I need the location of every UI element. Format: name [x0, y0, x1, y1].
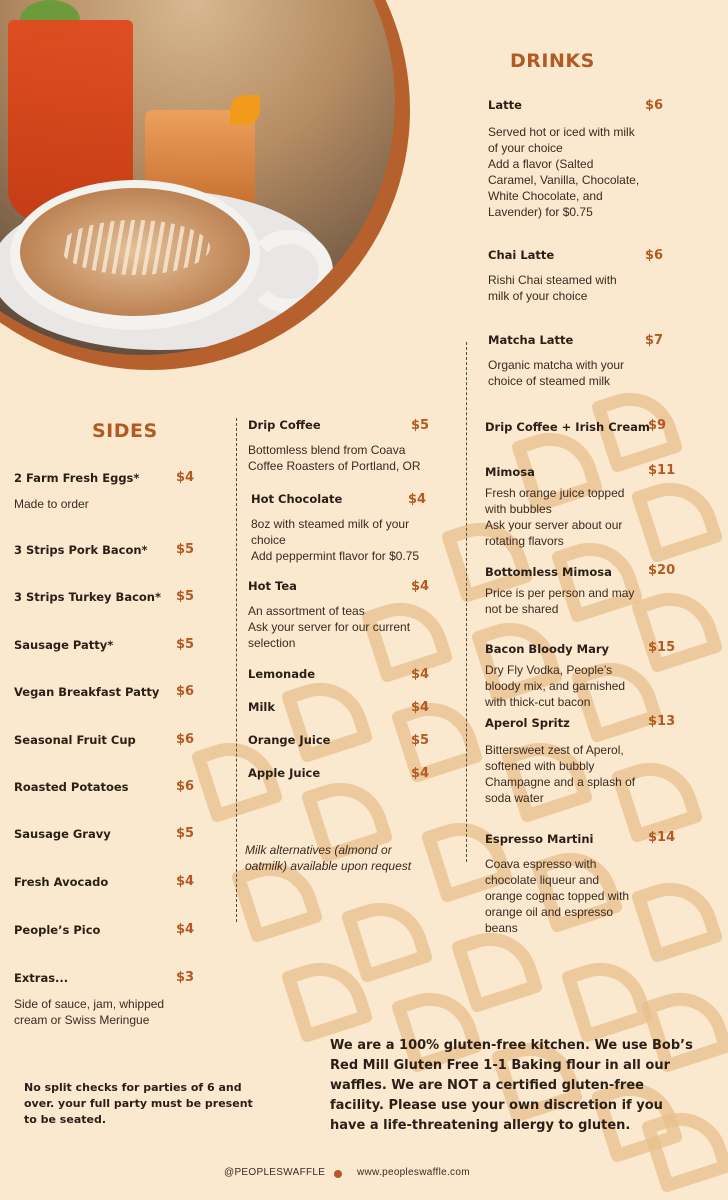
item-price: $4: [176, 470, 195, 485]
menu-item: [14, 636, 214, 656]
item-price: $15: [648, 640, 676, 655]
drinks-title: DRINKS: [510, 50, 595, 72]
item-description: An assortment of teas Ask your server for our current selection: [248, 604, 411, 650]
item-description: Dry Fly Vodka, People’s bloody mix, and garnished with thick-cut bacon: [485, 663, 626, 709]
drinks-list-chai: [488, 246, 668, 304]
menu-item: [14, 588, 214, 608]
menu-item: [485, 716, 675, 736]
menu-item: [14, 825, 214, 845]
item-name: Bacon Bloody Mary: [485, 642, 610, 656]
menu-item: [248, 579, 458, 599]
item-name: Hot Tea: [248, 579, 297, 593]
menu-item: [14, 541, 214, 561]
drinks-list-middle: [248, 418, 458, 786]
item-price: $6: [176, 732, 195, 747]
menu-item: [14, 969, 224, 1028]
item-name: Extras...: [14, 971, 69, 985]
item-price: $4: [411, 766, 430, 781]
item-price: $9: [648, 418, 667, 433]
item-price: $4: [411, 667, 430, 682]
item-name: Drip Coffee: [248, 418, 321, 432]
menu-item: [14, 921, 214, 941]
menu-item: [14, 778, 214, 798]
item-price: $6: [176, 779, 195, 794]
menu-item: [485, 832, 675, 852]
menu-item: [485, 565, 675, 585]
item-description: Served hot or iced with milk of your choice Add a flavor (Salted Caramel, Vanilla, Chocolate, White Chocolate, and Lavender) for $0.75: [488, 125, 640, 219]
menu-item: [14, 683, 214, 703]
menu-item: [248, 418, 458, 438]
item-description: Made to order: [14, 497, 89, 511]
menu-item: [488, 246, 668, 268]
separator-dot: [334, 1170, 342, 1178]
item-name: Latte: [488, 98, 522, 112]
item-price: $5: [176, 826, 195, 841]
item-name: Hot Chocolate: [251, 492, 343, 506]
item-description: Rishi Chai steamed with milk of your choice: [488, 273, 617, 303]
item-price: $3: [176, 970, 195, 985]
item-description: Side of sauce, jam, whipped cream or Swiss Meringue: [14, 997, 165, 1027]
item-price: $20: [648, 563, 676, 578]
item-price: $7: [645, 333, 664, 348]
item-price: $4: [176, 922, 195, 937]
item-description: Price is per person and may not be shared: [485, 586, 635, 616]
drinks-photo: [0, 0, 395, 355]
website-link[interactable]: www.peopleswaffle.com: [357, 1167, 470, 1178]
item-name: 3 Strips Pork Bacon*: [14, 543, 148, 557]
menu-item: [248, 766, 458, 786]
item-price: $5: [176, 542, 195, 557]
drinks-list-coffee: [488, 96, 668, 220]
item-description: Fresh orange juice topped with bubbles Ask your server about our rotating flavors: [485, 486, 625, 548]
item-price: $5: [176, 637, 195, 652]
item-name: 3 Strips Turkey Bacon*: [14, 590, 162, 604]
menu-item: [14, 731, 214, 751]
menu-item: [14, 469, 214, 489]
item-description: Bottomless blend from Coava Coffee Roasters of Portland, OR: [248, 443, 421, 473]
item-price: $11: [648, 463, 676, 478]
milk-alternatives-note: Milk alternatives (almond or oatmilk) available upon request: [245, 843, 412, 873]
divider-right: [466, 342, 467, 862]
item-name: Milk: [248, 700, 275, 714]
item-price: $6: [176, 684, 195, 699]
menu-item: [488, 331, 668, 353]
item-price: $4: [408, 492, 427, 507]
item-price: $5: [176, 589, 195, 604]
item-name: Sausage Gravy: [14, 827, 111, 841]
item-price: $5: [411, 418, 430, 433]
item-description: Organic matcha with your choice of steamed milk: [488, 358, 625, 388]
menu-item: [14, 873, 214, 893]
sides-title: SIDES: [92, 420, 158, 442]
divider-left: [236, 418, 237, 922]
menu-item: [248, 733, 458, 753]
item-name: Drip Coffee + Irish Cream: [485, 420, 650, 434]
drinks-list-matcha: [488, 331, 668, 389]
item-name: 2 Farm Fresh Eggs*: [14, 471, 140, 485]
sides-list: [14, 469, 214, 512]
menu-item: [485, 642, 675, 662]
menu-item: [248, 492, 458, 512]
item-name: Fresh Avocado: [14, 875, 109, 889]
social-handle: @PEOPLESWAFFLE: [224, 1167, 326, 1178]
item-name: Vegan Breakfast Patty: [14, 685, 160, 699]
item-name: Lemonade: [248, 667, 315, 681]
menu-item: [248, 700, 458, 720]
item-name: Mimosa: [485, 465, 535, 479]
item-price: $5: [411, 733, 430, 748]
gluten-free-note: We are a 100% gluten-free kitchen. We use Bob’s Red Mill Gluten Free 1-1 Baking flour in all our waffles. We are NOT a certified gluten-free facility. Please use your own discretion if you have a life-threatening allergy to gluten.: [330, 1038, 693, 1133]
menu-item: [248, 667, 458, 687]
item-name: Orange Juice: [248, 733, 331, 747]
item-description: 8oz with steamed milk of your choice Add peppermint flavor for $0.75: [251, 517, 420, 563]
menu-item: [488, 96, 668, 118]
menu-item: [485, 420, 675, 440]
item-name: Bottomless Mimosa: [485, 565, 612, 579]
item-name: Apple Juice: [248, 766, 321, 780]
item-description: Bittersweet zest of Aperol, softened with bubbly Champagne and a splash of soda water: [485, 743, 636, 805]
item-price: $4: [411, 700, 430, 715]
menu-item: [485, 465, 675, 485]
hero-photo: [0, 0, 410, 370]
item-name: Seasonal Fruit Cup: [14, 733, 136, 747]
item-name: Roasted Potatoes: [14, 780, 129, 794]
item-name: People’s Pico: [14, 923, 101, 937]
item-price: $13: [648, 714, 676, 729]
item-name: Matcha Latte: [488, 333, 574, 347]
item-price: $4: [411, 579, 430, 594]
item-price: $14: [648, 830, 676, 845]
item-name: Chai Latte: [488, 248, 555, 262]
item-price: $4: [176, 874, 195, 889]
item-name: Sausage Patty*: [14, 638, 114, 652]
item-price: $6: [645, 248, 664, 263]
item-name: Aperol Spritz: [485, 716, 570, 730]
item-price: $6: [645, 98, 664, 113]
drinks-list-right: [485, 420, 675, 936]
item-name: Espresso Martini: [485, 832, 594, 846]
split-checks-note: No split checks for parties of 6 and over. your full party must be present to be seated.: [24, 1081, 253, 1126]
item-description: Coava espresso with chocolate liqueur and orange cognac topped with orange oil and espresso beans: [485, 857, 630, 935]
